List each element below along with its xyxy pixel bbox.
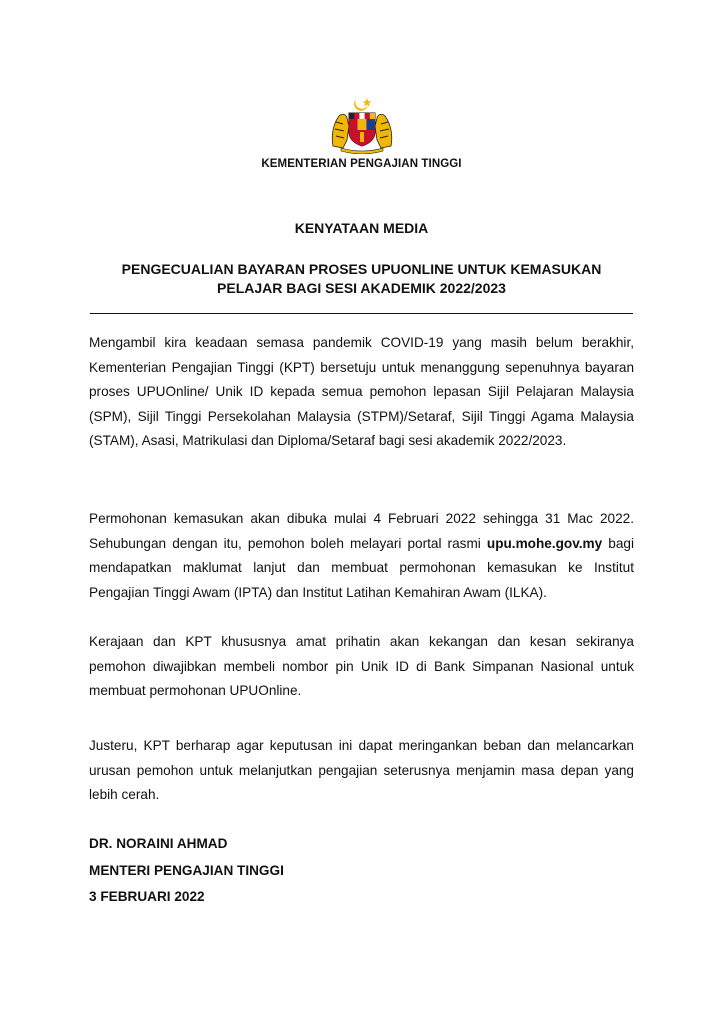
- paragraph-2-text-a: Permohonan kemasukan akan dibuka mulai 4 Februari 2022 sehingga 31 Mac 2022. Sehubungan dengan itu, pemohon boleh melayari portal rasmi: [89, 511, 634, 551]
- title-line-1: PENGECUALIAN BAYARAN PROSES UPUONLINE UNTUK KEMASUKAN: [121, 261, 602, 277]
- ministry-name: KEMENTERIAN PENGAJIAN TINGGI: [261, 158, 462, 170]
- paragraph-3: Kerajaan dan KPT khususnya amat prihatin akan kekangan dan kesan sekiranya pemohon diwajibkan membeli nombor pin Unik ID di Bank Simpanan Nasional untuk membuat permohonan UPUOnline.: [89, 634, 634, 698]
- portal-url: upu.mohe.gov.my: [486, 535, 603, 551]
- signatory-title: MENTERI PENGAJIAN TINGGI: [89, 863, 284, 878]
- paragraph-2: [89, 507, 634, 605]
- malaysia-coat-of-arms-icon: [327, 96, 397, 154]
- paragraph-1: Mengambil kira keadaan semasa pandemik COVID-19 yang masih belum berakhir, Kementerian Pengajian Tinggi (KPT) bersetuju untuk menanggung sepenuhnya bayaran proses UPUOnline/ Unik ID kepada semua pemohon lepasan Sijil Pelajaran Malaysia (SPM), Sijil Tinggi Persekolahan Malaysia (STPM)/Setaraf, Sijil Tinggi Agama Malaysia (STAM), Asasi, Matrikulasi dan Diploma/Setaraf bagi sesi akademik 2022/2023.: [89, 335, 634, 448]
- release-date: 3 FEBRUARI 2022: [89, 889, 205, 904]
- signatory-name: DR. NORAINI AHMAD: [89, 836, 228, 851]
- page-title: [0, 260, 723, 298]
- title-divider: [90, 313, 633, 314]
- paragraph-4: Justeru, KPT berharap agar keputusan ini dapat meringankan beban dan melancarkan urusan pemohon untuk melanjutkan pengajian seterusnya menjamin masa depan yang lebih cerah.: [89, 738, 634, 802]
- title-line-2: PELAJAR BAGI SESI AKADEMIK 2022/2023: [217, 280, 506, 296]
- paragraph-2-text-b: bagi mendapatkan maklumat lanjut dan membuat permohonan kemasukan ke Institut Pengajian Tinggi Awam (IPTA) dan Institut Latihan Kemahiran Awam (ILKA).: [89, 535, 634, 600]
- statement-label: KENYATAAN MEDIA: [294, 220, 429, 236]
